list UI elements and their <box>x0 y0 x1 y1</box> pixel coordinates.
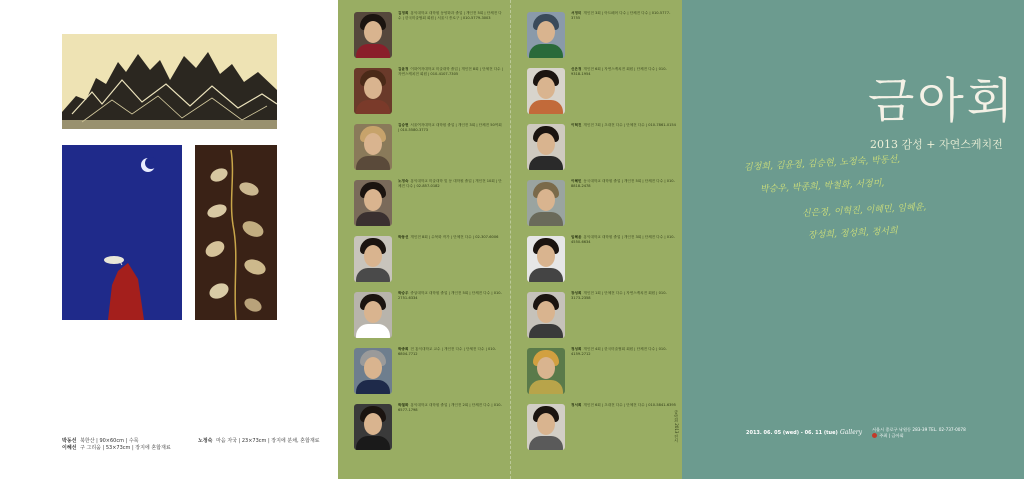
member-names-line: 신은정, 이혁진, 이혜민, 임혜윤, <box>801 202 927 219</box>
caption-right: 노정숙 마음 자국 | 23×73cm | 장지에 분채, 혼합재료 <box>198 438 320 444</box>
artist-photo <box>527 12 565 58</box>
artist-profile <box>346 66 506 119</box>
artist-profile <box>346 346 506 399</box>
member-names-line: 박승우, 박종희, 박철화, 서정미, <box>759 178 885 195</box>
artist-photo <box>354 68 392 114</box>
artist-photo <box>527 180 565 226</box>
artist-profile <box>519 178 679 231</box>
artist-profile <box>346 290 506 343</box>
artist-bio: 박동선 개인전 8회 | 수묵화 작가 | 단체전 다수 | 02-307-6006 <box>398 235 499 239</box>
artist-profile <box>346 178 506 231</box>
member-names-line: 장성희, 정성희, 정서희 <box>807 226 898 241</box>
artist-bio: 서정미 개인전 3회 | 아트페어 다수 | 단체전 다수 | 010-5777-3755 <box>571 11 671 20</box>
artist-photo <box>354 348 392 394</box>
artist-bio: 박철화 홍익대학교 대학원 졸업 | 개인전 2회 | 단체전 다수 | 010-6577-1798 <box>398 403 502 412</box>
gallery-logo: Gallery <box>840 429 863 436</box>
artist-bio: 정서희 개인전 6회 | 초대전 다수 | 단체전 다수 | 010-5841-6395 <box>571 403 676 407</box>
artist-photo <box>354 12 392 58</box>
artist-photo <box>527 292 565 338</box>
artist-photo <box>354 236 392 282</box>
spine-label: 금아회 2013 전시 <box>674 410 679 443</box>
artist-profile <box>346 402 506 455</box>
artist-photo <box>354 404 392 450</box>
artist-bio: 노정숙 홍익대학교 미술대학 및 동 대학원 졸업 | 개인전 10회 | 단체전 다수 | 02-857-0182 <box>398 179 502 188</box>
sponsor-logo-icon <box>872 433 877 438</box>
artist-bio: 이혜민 동국대학교 대학원 졸업 | 개인전 5회 | 단체전 다수 | 010-8818-2478 <box>571 179 675 188</box>
artist-bio: 김정희 홍익대학교 대학원 동양화과 졸업 | 개인전 5회 | 단체전 다수 | 한국미술협회 회원 | 서울시 종로구 | 010-5779-3003 <box>398 11 502 20</box>
member-names-line: 김정희, 김윤정, 김승현, 노정숙, 박동선, <box>743 154 901 173</box>
caption-line: 박동선 북한산 | 90×60cm | 수묵 <box>62 438 139 444</box>
artist-profile <box>519 346 679 399</box>
artist-photo <box>527 348 565 394</box>
artist-profile <box>519 402 679 455</box>
artist-photo <box>527 124 565 170</box>
artist-bio: 임혜윤 홍익대학교 대학원 졸업 | 개인전 3회 | 단체전 다수 | 010-4550-6634 <box>571 235 675 244</box>
artist-photo <box>527 404 565 450</box>
artist-profile <box>346 122 506 175</box>
sponsor-line: 주최 | 금아회 <box>872 433 904 438</box>
cover-title: 금아회 <box>868 73 1017 129</box>
artist-photo <box>354 124 392 170</box>
artist-photo <box>527 236 565 282</box>
artwork-panel <box>0 0 338 479</box>
artist-bio: 장성희 개인전 1회 | 단체전 다수 | 자연스케치전 회원 | 010-3173-2358 <box>571 291 667 300</box>
profiles-panel-right <box>510 0 682 479</box>
artist-profile <box>346 10 506 63</box>
mountain-ink-painting <box>62 34 277 129</box>
artist-bio: 신은정 개인전 6회 | 자연스케치전 회원 | 단체전 다수 | 010-9318-1954 <box>571 67 667 76</box>
exhibition-dates: 2013. 06. 05 (wed) - 06. 11 (tue) <box>746 430 838 436</box>
night-flower-painting <box>62 145 182 320</box>
leaves-painting <box>195 145 277 320</box>
artist-profile <box>346 234 506 287</box>
artist-profile <box>519 234 679 287</box>
artist-photo <box>354 292 392 338</box>
artist-profile <box>519 122 679 175</box>
cover-footer <box>746 426 1018 440</box>
artist-bio: 박종희 전 홍익대학교 교수 | 개인전 다수 | 단체전 다수 | 010-6804-7712 <box>398 347 497 356</box>
artist-bio: 김승현 서울여자대학교 대학원 졸업 | 개인전 3회 | 단체전 50여회 | 010-5580-3773 <box>398 123 502 132</box>
cover-subtitle: 2013 감성 + 자연스케치전 <box>870 138 1003 151</box>
artist-profile <box>519 290 679 343</box>
artist-bio: 정성희 개인전 4회 | 한국미술협회 회원 | 단체전 다수 | 010-4159-2712 <box>571 347 667 356</box>
artist-photo <box>527 68 565 114</box>
venue-address: 서울시 종로구 낙원동 283-39 TEL. 02-737-0078 <box>872 427 966 432</box>
profiles-panel-left <box>338 0 510 479</box>
artist-bio: 이혁진 개인전 7회 | 초대전 다수 | 단체전 다수 | 010-7861-0154 <box>571 123 676 127</box>
artist-profile <box>519 66 679 119</box>
caption-line: 이혜선 구 그리움 | 53×73cm | 장지에 혼합재료 <box>62 445 171 451</box>
caption-left <box>62 438 171 452</box>
artist-photo <box>354 180 392 226</box>
artist-bio: 박승우 중앙대학교 대학원 졸업 | 개인전 5회 | 단체전 다수 | 010-2751-6334 <box>398 291 502 300</box>
cover-panel <box>682 0 1024 479</box>
artist-profile <box>519 10 679 63</box>
artist-bio: 김윤정 이화여자대학교 미술대학 졸업 | 개인전 8회 | 단체전 다수 | 자연스케치전 회원 | 010-4107-7305 <box>398 67 503 76</box>
